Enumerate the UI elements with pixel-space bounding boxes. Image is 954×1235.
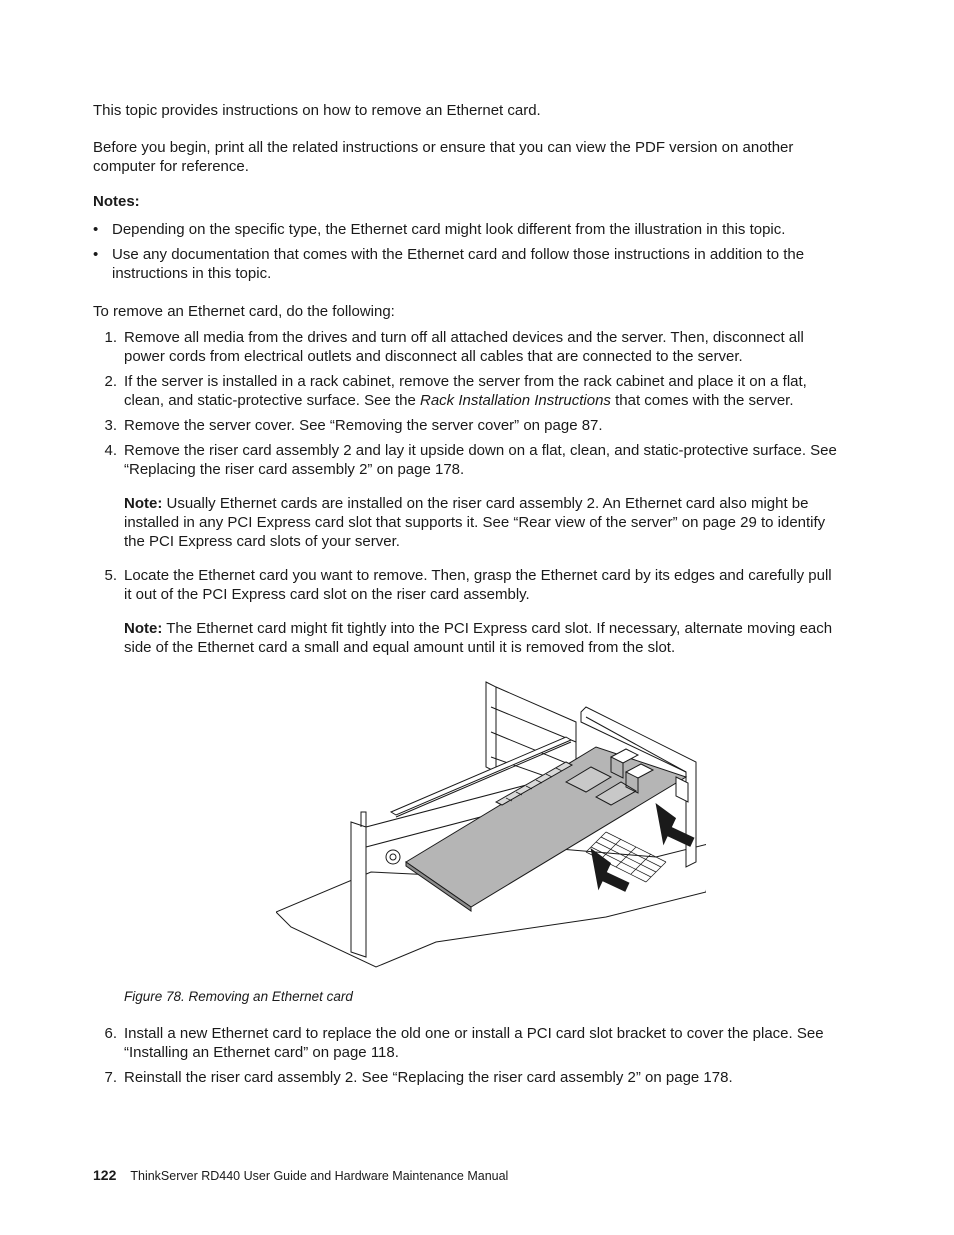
- step-7: 7. Reinstall the riser card assembly 2. See “Replacing the riser card assembly 2” on page 178.: [104, 1069, 733, 1086]
- step-6: 6. Install a new Ethernet card to replace the old one or install a PCI card slot bracket to cover the place. See “Installing an Ethernet card” on page 118.: [104, 1025, 824, 1061]
- intro-text: This topic provides instructions on how to remove an Ethernet card.: [93, 102, 541, 119]
- figure-caption: Figure 78. Removing an Ethernet card: [124, 989, 353, 1004]
- note-item: • Use any documentation that comes with the Ethernet card and follow those instructions in addition to the instructions in this topic.: [93, 246, 805, 282]
- page-footer: [93, 1166, 508, 1186]
- notes-list: [93, 220, 843, 283]
- notes-heading: Notes:: [93, 193, 140, 210]
- step-5: 5. Locate the Ethernet card you want to remove. Then, grasp the Ethernet card by its edges and carefully pull it out of the PCI Express card slot on the riser card assembly. Note: The Ethernet card might fit tightly into the PCI Express card slot. If necessary, alternate moving each side of the Ethernet card a small and equal amount until it is removed from the slot.: [93, 566, 843, 657]
- step-3: 3. Remove the server cover. See “Removing the server cover” on page 87.: [104, 417, 603, 434]
- page-number: 122: [93, 1167, 117, 1183]
- rack-instructions-title: Rack Installation Instructions: [420, 392, 611, 409]
- procedure-steps-continued: [93, 1024, 843, 1087]
- bullet-icon: •: [93, 246, 99, 263]
- procedure-steps: [93, 328, 843, 657]
- bullet-icon: •: [93, 221, 99, 238]
- manual-title: ThinkServer RD440 User Guide and Hardware Maintenance Manual: [130, 1169, 509, 1183]
- step-4-note: Note: Usually Ethernet cards are installed on the riser card assembly 2. An Ethernet card also might be installed in any PCI Express card slot that supports it. See “Rear view of the server” on page 29 to identify the PCI Express card slots of your server.: [124, 495, 826, 550]
- note-item: • Depending on the specific type, the Ethernet card might look different from the illustration in this topic.: [93, 221, 786, 238]
- figure-78: [124, 677, 843, 1006]
- page-content: [93, 101, 843, 1093]
- procedure-lead: To remove an Ethernet card, do the following:: [93, 303, 395, 320]
- step-5-note: Note: The Ethernet card might fit tightly into the PCI Express card slot. If necessary, alternate moving each side of the Ethernet card a small and equal amount until it is removed from the slot.: [124, 620, 833, 656]
- step-1: 1. Remove all media from the drives and turn off all attached devices and the server. Then, disconnect all power cords from electrical outlets and disconnect all cables that are connected to the server.: [104, 329, 804, 365]
- ethernet-card-illustration: [276, 677, 706, 977]
- step-2: 2. If the server is installed in a rack cabinet, remove the server from the rack cabinet and place it on a flat, clean, and static-protective surface. See the Rack Installation Instructions that comes with the server.: [104, 373, 807, 409]
- step-4: 4. Remove the riser card assembly 2 and lay it upside down on a flat, clean, and static-protective surface. See “Replacing the riser card assembly 2” on page 178. Note: Usually Ethernet cards are installed on the riser card assembly 2. An Ethernet card also might be installed in any PCI Express card slot that supports it. See “Rear view of the server” on page 29 to identify the PCI Express card slots of your server.: [93, 441, 843, 551]
- before-you-begin-text: Before you begin, print all the related instructions or ensure that you can view the PDF version on another computer for reference.: [93, 139, 794, 175]
